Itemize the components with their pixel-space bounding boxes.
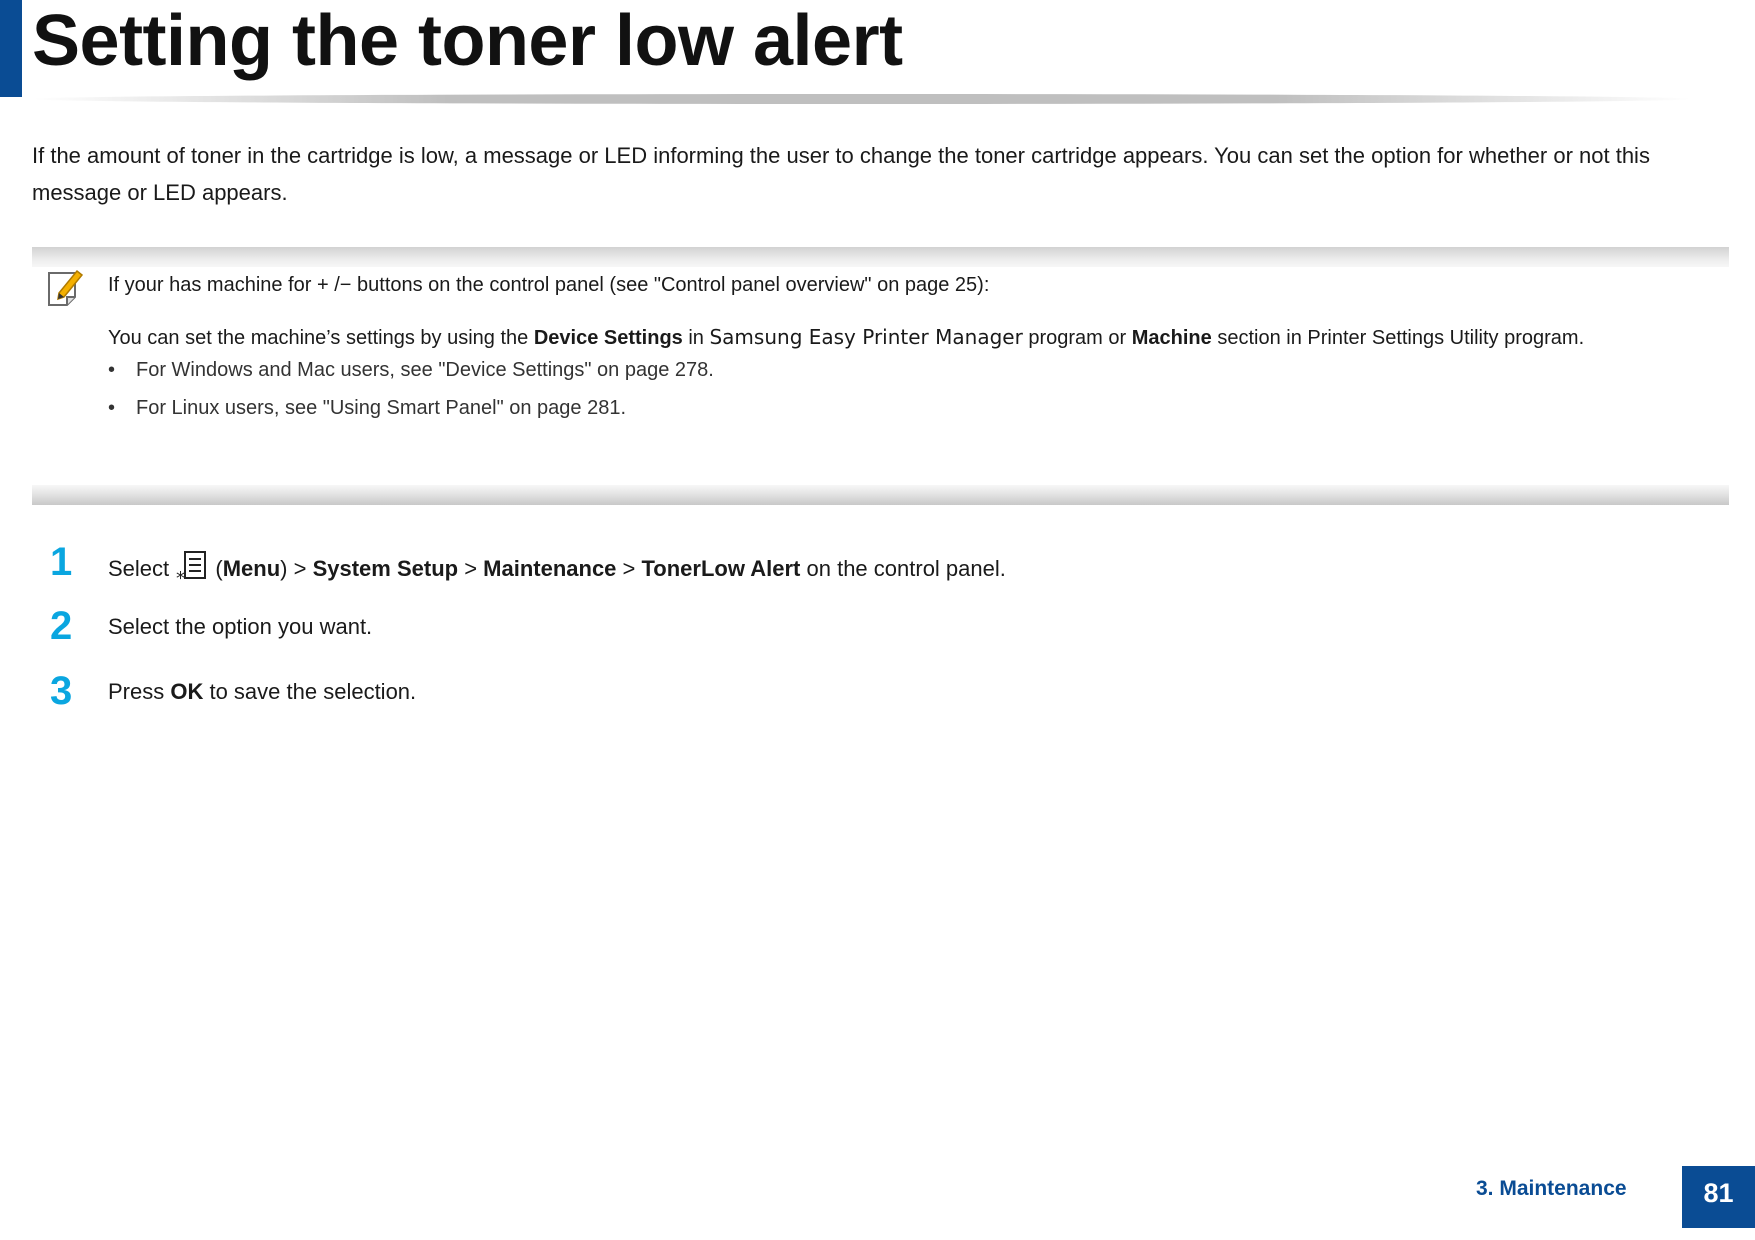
note-text: in (682, 327, 710, 349)
note-box (32, 247, 1729, 505)
bullet-dot: • (108, 397, 116, 419)
toner-low-alert-term: TonerLow Alert (641, 556, 801, 581)
title-accent-bar (0, 0, 22, 97)
note-line-control-panel: If your has machine for + /− buttons on the control panel (see "Control panel overview" on page 25): (108, 274, 990, 296)
step-text-part: to save the selection. (203, 679, 417, 704)
step-text-part: Select (108, 556, 176, 581)
menu-term: Menu (222, 556, 281, 581)
note-text: You can set the machine’s settings by using the (108, 327, 534, 349)
step-text: Select the option you want. (108, 614, 373, 639)
page-number-badge: 81 (1682, 1166, 1755, 1228)
note-top-border (32, 247, 1729, 267)
note-bullet-linux (108, 397, 626, 420)
program-name: Samsung Easy Printer Manager (709, 325, 1023, 349)
pencil-note-icon (45, 267, 85, 309)
system-setup-term: System Setup (312, 556, 459, 581)
footer-section-label: 3. Maintenance (1476, 1177, 1627, 1200)
bullet-dot: • (108, 359, 116, 381)
step-text-part: > (458, 556, 484, 581)
step-text-part: Press (108, 679, 171, 704)
bullet-text: For Windows and Mac users, see "Device Settings" on page 278. (136, 359, 714, 381)
note-bullet-windows-mac (108, 359, 714, 382)
note-text: section in Printer Settings Utility program. (1211, 327, 1585, 349)
step-text (108, 679, 416, 705)
maintenance-term: Maintenance (483, 556, 617, 581)
step-text-part: > (616, 556, 642, 581)
ok-term: OK (170, 679, 204, 704)
device-settings-term: Device Settings (533, 327, 683, 349)
step-number: 2 (50, 604, 73, 648)
step-text-part: ( (209, 556, 223, 581)
step-number: 3 (50, 669, 73, 713)
step-text-part: on the control panel. (800, 556, 1006, 581)
note-text: program or (1022, 327, 1132, 349)
step-text (108, 550, 1006, 584)
title-divider (32, 94, 1692, 104)
menu-icon (175, 550, 209, 584)
intro-paragraph: If the amount of toner in the cartridge is low, a message or LED informing the user to change the toner cartridge appears. You can set the option for whether or not this message or LED appears. (32, 143, 1650, 205)
note-bottom-border (32, 485, 1729, 505)
note-line-settings (108, 321, 1708, 355)
step-text-part: ) > (280, 556, 313, 581)
step-number: 1 (50, 540, 73, 584)
machine-term: Machine (1131, 327, 1212, 349)
svg-text:*: * (176, 568, 186, 584)
bullet-text: For Linux users, see "Using Smart Panel" on page 281. (136, 397, 627, 419)
page-title: Setting the toner low alert (32, 1, 903, 81)
